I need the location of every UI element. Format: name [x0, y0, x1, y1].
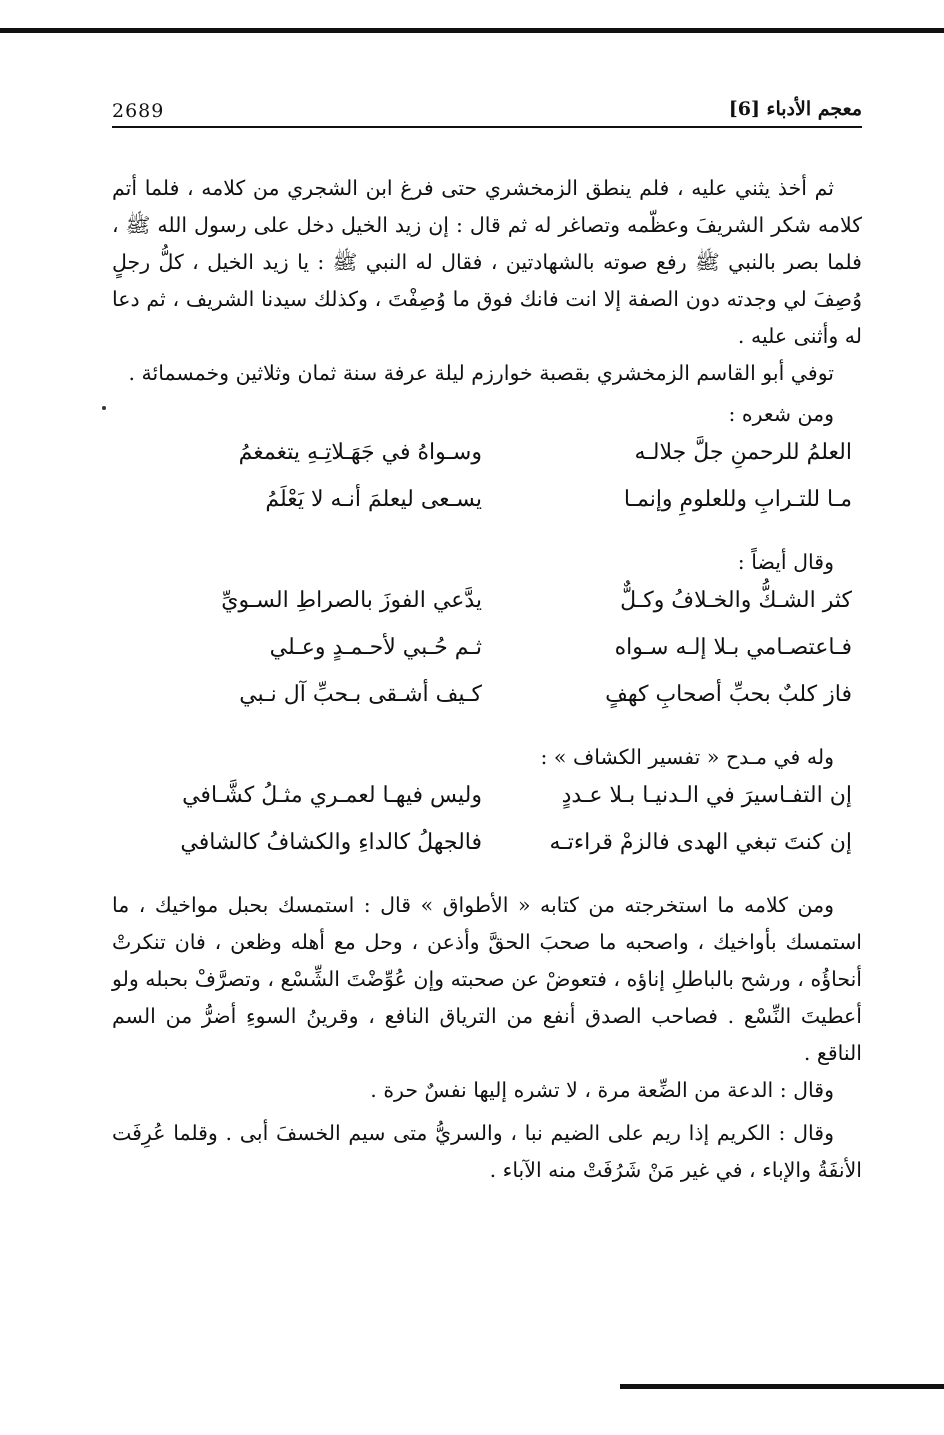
- text-line: عُرِفَت الأنفَةُ والإباء ، في غير مَنْ شَرُفَتْ منه الآباء .: [112, 1121, 862, 1182]
- verse-line: [112, 588, 862, 635]
- verse-line: [112, 830, 862, 877]
- verse-second-hemistich: فالجهلُ كالداءِ والكشافُ كالشافي: [180, 830, 482, 855]
- text-line: زيد الخيل ، كلُّ رجلٍ وُصِفَ لي وجدته دون الصفة إلا انت فانك فوق ما وُصِفْتَ ،: [112, 250, 862, 311]
- verse-second-hemistich: ثـم حُـبي لأحـمـدٍ وعـلي: [269, 635, 482, 660]
- poem-intro: وله في مـدح « تفسير الكشاف » :: [540, 745, 834, 769]
- verse-first-hemistich: فاز كلبٌ بحبِّ أصحابِ كهفٍ: [605, 682, 852, 707]
- poem-2: [112, 588, 862, 729]
- verse-first-hemistich: إن كنتَ تبغي الهدى فالزمْ قراءتـه: [549, 830, 852, 855]
- text-line: رسول الله ﷺ ، فلما بصر بالنبي ﷺ رفع صوته بالشهادتين ، فقال له النبي ﷺ : يا: [112, 213, 862, 274]
- text-line: السوءِ أضرُّ من السم الناقع .: [112, 1004, 862, 1065]
- paragraph-4: [112, 1072, 862, 1109]
- verse-second-hemistich: وسـواهُ في جَهَـلاتِـهِ يتغمغمُ: [238, 440, 482, 465]
- verse-second-hemistich: وليس فيهـا لعمـري مثـلُ كشَّـافي: [182, 783, 482, 808]
- page-header: [112, 92, 862, 132]
- paragraph-3: [112, 887, 862, 1072]
- verse-line: [112, 635, 862, 682]
- verse-first-hemistich: إن التفـاسيرَ في الـدنيـا بـلا عـددٍ: [561, 783, 852, 808]
- verse-line: [112, 682, 862, 729]
- verse-first-hemistich: مـا للتـرابِ وللعلومِ وإنمـا: [623, 487, 852, 512]
- verse-line: [112, 440, 862, 487]
- text-line: وقال : الدعة من الضِّعة مرة ، لا تشره إليها نفسٌ حرة .: [370, 1078, 834, 1102]
- poem-1: [112, 440, 862, 534]
- verse-first-hemistich: كثر الشـكُّ والخـلافُ وكـلٌّ: [620, 588, 852, 613]
- text-line: ثم أخذ يثني عليه ، فلم ينطق الزمخشري حتى فرغ ابن الشجري من كلامه ،: [187, 176, 834, 200]
- text-line: وكذلك سيدنا الشريف ، ثم دعا له وأثنى عليه .: [112, 287, 862, 348]
- verse-line: [112, 487, 862, 534]
- page-body: [112, 170, 862, 1189]
- text-line: توفي أبو القاسم الزمخشري بقصبة خوارزم ليلة عرفة سنة ثمان وثلاثين: [235, 361, 834, 385]
- running-head: معجم الأدباء [6]: [728, 98, 862, 120]
- text-line: وتصرَّفْ بحبله ولو أعطيتَ النِّسْع . فصاحب الصدق أنفع من الترياق النافع ، وقرينُ: [112, 967, 862, 1028]
- paragraph-5: [112, 1115, 862, 1189]
- text-line: ومن كلامه ما استخرجته من كتابه « الأطواق » قال : استمسك بحبل مواخيك ،: [138, 893, 834, 917]
- verse-line: [112, 783, 862, 830]
- text-line: تنكرتْ أنحاؤُه ، ورشح بالباطلِ إناؤه ، فتعوضْ عن صحبته وإن عُوِّضْتَ الشِّسْع ،: [112, 930, 862, 991]
- top-rule: [0, 28, 944, 33]
- header-rule: [112, 126, 862, 128]
- page-number: 2689: [112, 100, 165, 122]
- verse-first-hemistich: فـاعتصـامي بـلا إلـه سـواه: [614, 635, 852, 660]
- verse-first-hemistich: العلمُ للرحمنِ جلَّ جلالـه: [634, 440, 852, 465]
- poem-3: [112, 783, 862, 877]
- margin-dot: [102, 406, 106, 410]
- verse-second-hemistich: يدَّعي الفوزَ بالصراطِ السـويِّ: [221, 588, 482, 613]
- text-line: ما استمسك بأواخيك ، واصحبه ما صحبَ الحقَّ وأذعن ، وحل مع أهله وظعن ، فان: [112, 893, 862, 954]
- paragraph-1: [112, 170, 862, 355]
- poem-intro: وقال أيضاً :: [737, 550, 834, 574]
- text-line: وخمسمائة .: [128, 361, 230, 385]
- bottom-rule: [620, 1384, 944, 1389]
- text-line: فلما أتم كلامه شكر الشريفَ وعظّمه وتصاغر له ثم قال : إن زيد الخيل دخل على: [112, 176, 862, 237]
- text-line: وقال : الكريم إذا ريم على الضيم نبا ، والسريُّ متى سيم الخسفَ أبى . وقلما: [173, 1121, 834, 1145]
- verse-second-hemistich: كـيف أشـقى بـحبِّ آل نـبي: [239, 682, 482, 707]
- verse-second-hemistich: يسـعى ليعلمَ أنـه لا يَعْلَمُ: [265, 487, 482, 512]
- paragraph-2: [112, 355, 862, 392]
- poem-intro: ومن شعره :: [728, 402, 834, 426]
